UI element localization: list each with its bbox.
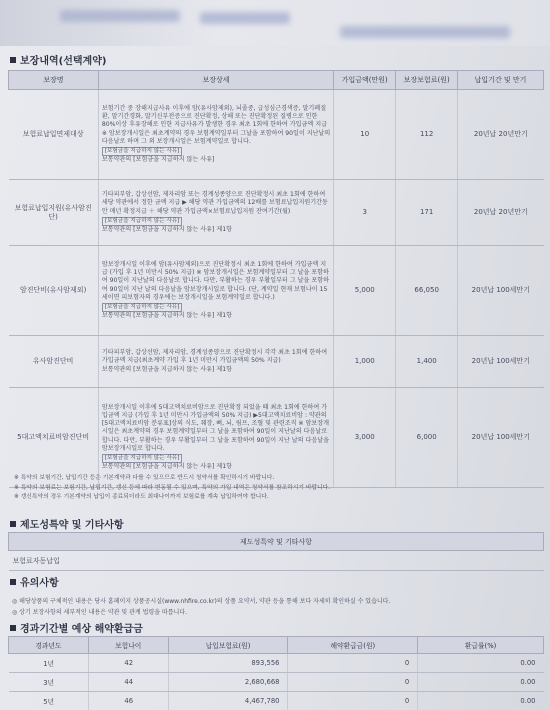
coverage-name: 5대고액치료비암진단비 — [9, 388, 99, 488]
exclusion-box: [보험금을 지급하지 않는 사유] — [102, 217, 183, 226]
col-header: 해약환급금(원) — [288, 637, 418, 654]
coverage-detail — [98, 388, 333, 488]
amount-cell: 1,000 — [334, 336, 396, 388]
section-bullet-icon — [10, 579, 16, 585]
section-bullet-icon — [10, 521, 16, 527]
caution-item: ◎ 해당상품의 구체적인 내용은 당사 홈페이지 상품공시실(www.nhfire.co.kr)의 상품 요약서, 약관 등을 통해 보다 자세히 확인하실 수 있습니다. — [12, 598, 391, 605]
refund-cell: 0 — [288, 654, 418, 673]
table-row — [9, 180, 544, 246]
coverage-detail — [98, 180, 333, 246]
coverage-header-row — [9, 71, 544, 90]
general-table — [8, 532, 544, 571]
coverage-name: 암진단비(유사암제외) — [9, 246, 99, 336]
exclusion-box: [보험금을 지급하지 않는 사유] — [102, 454, 183, 463]
caution-item: ◎ 상기 보장사항의 세부적인 내용은 약관 및 관계 법령을 따릅니다. — [12, 609, 188, 616]
col-header: 보장명 — [9, 71, 99, 90]
coverage-detail — [98, 336, 333, 388]
premium-cell: 1,400 — [396, 336, 458, 388]
exclusion-box: [보험금을 지급하지 않는 사유] — [102, 303, 183, 312]
amount-cell: 10 — [334, 90, 396, 180]
general-section-title: 제도성특약 및 기타사항 — [10, 516, 124, 531]
exclusion-ref: 보통약관의 [보험금을 지급하지 않는 사유] 제1항 — [101, 365, 232, 373]
table-row — [9, 246, 544, 336]
table-row — [9, 90, 544, 180]
coverage-name: 보험료납입지원(유사암진단) — [9, 180, 99, 246]
table-row — [9, 692, 544, 710]
period-cell: 20년납 100세만기 — [458, 246, 544, 336]
table-row — [9, 388, 544, 488]
blurred-header — [0, 0, 550, 46]
table-row — [9, 336, 544, 388]
rate-cell: 0.00 — [418, 692, 544, 710]
note-line: ※ 특약의 보험기간, 납입기간 등은 기본계약과 다를 수 있으므로 반드시 청약서를 확인하시기 바랍니다. — [14, 475, 275, 481]
coverage-detail — [98, 90, 333, 180]
refund-header-row — [9, 637, 544, 654]
year-cell: 1년 — [9, 654, 89, 673]
table-row — [9, 654, 544, 673]
col-header: 환급률(%) — [418, 637, 544, 654]
premium-cell: 171 — [396, 180, 458, 246]
section-bullet-icon — [10, 57, 16, 63]
refund-section-title: 경과기간별 예상 해약환급금 — [10, 620, 143, 635]
col-header: 보장상세 — [98, 71, 333, 90]
exclusion-box: [보험금을 지급하지 않는 사유] — [102, 147, 183, 156]
coverage-name: 보험료납입면제대상 — [9, 90, 99, 180]
period-cell: 20년납 100세만기 — [458, 388, 544, 488]
rate-cell: 0.00 — [418, 673, 544, 692]
period-cell: 20년납 20년만기 — [458, 180, 544, 246]
section-bullet-icon — [10, 625, 16, 631]
note-line: ※ 갱신특약의 경우 기본계약의 납입이 종료되더라도 최대나이까지 보험료를 계속 납입하여야 합니다. — [14, 494, 269, 501]
detail-text: 기타피부암, 갑상선암, 제자리암 또는 경계성종양으로 진단확정시 최초 1회에 한하여 세당 약관에서 정한 금액 지급 ▶ 해당 약관 가입금액의 12배를 보험료납입지원기간동안 매년 확정지급 ＋ 해당 약관 가입금액×보험료납입지원 잔여기간(월) — [101, 191, 328, 215]
coverage-table — [8, 70, 544, 488]
period-cell: 20년납 20년만기 — [458, 90, 544, 180]
age-cell: 46 — [88, 692, 168, 710]
amount-cell: 5,000 — [334, 246, 396, 336]
amount-cell: 3 — [334, 180, 396, 246]
refund-cell: 0 — [288, 692, 418, 710]
paid-cell: 4,467,780 — [168, 692, 288, 710]
refund-cell: 0 — [288, 673, 418, 692]
paid-cell: 893,556 — [168, 654, 288, 673]
premium-cell: 112 — [396, 90, 458, 180]
general-header: 제도성특약 및 기타사항 — [9, 533, 544, 551]
rate-cell: 0.00 — [418, 654, 544, 673]
exclusion-ref: 보통약관의 [보험금을 지급하지 않는 사유] — [101, 155, 215, 163]
col-header: 보험나이 — [88, 637, 168, 654]
coverage-name: 유사암진단비 — [9, 336, 99, 388]
amount-cell: 3,000 — [334, 388, 396, 488]
detail-text: 보험기간 중 장해지급사유 이후에 암(유사암제외), 뇌졸중, 급성심근경색증, 말기폐질환, 말기간경화, 말기신부전증으로 진단확정, 상해 또는 진단확정된 질병으로 인한 80%이상 후유장해로 인한 지급사유가 발생한 경우 최초 1회에 한하여 가입금액 지급 ※ 암보장개시일은 최초계약의 경우 보험계약일부터 그날을 포함하여 90일이 지난날의 다음날로 하며 그 외 보장개시일은 보험계약일로 합니다. — [101, 104, 331, 145]
year-cell: 5년 — [9, 692, 89, 710]
coverage-detail — [98, 246, 333, 336]
col-header: 가입금액(만원) — [334, 71, 396, 90]
caution-section-title: 유의사항 — [10, 574, 59, 589]
age-cell: 42 — [88, 654, 168, 673]
general-value: 보험료자동납입 — [9, 551, 544, 571]
premium-cell: 6,000 — [396, 388, 458, 488]
caution-block — [12, 596, 537, 618]
period-cell: 20년납 100세만기 — [458, 336, 544, 388]
col-header: 경과년도 — [9, 637, 89, 654]
col-header: 납입보험료(원) — [168, 637, 288, 654]
coverage-section-title: 보장내역(선택계약) — [10, 52, 106, 67]
detail-text: 암보장개시일 이후에 5대고액치료비암으로 진단확정 되었을 때 최초 1회에 한하여 가입금액 지급 (가입 후 1년 미만시 가입금액의 50% 지급) ▶5대고액치료비암 : 약관의 [5대고액치료비암 분류표]상의 식도, 췌장, 뼈, 뇌, 림프, 조혈 및 관련조직 ※ 암보장개시일은 최초계약의 경우 보험계약일부터 그 날을 포함하여 90일이 지난날의 다음날로 합니다. 다만, 부활하는 경우 부활일부터 그 날을 포함하여 90일이 지난 날의 다음날을 암보장개시일로 합니다. — [101, 403, 330, 452]
exclusion-ref: 보통약관의 [보험금을 지급하지 않는 사유] 제1항 — [101, 225, 232, 233]
refund-table — [8, 636, 544, 710]
paid-cell: 2,680,668 — [168, 673, 288, 692]
exclusion-ref: 보통약관의 [보험금을 지급하지 않는 사유] 제1항 — [101, 463, 232, 470]
detail-text: 기타피부암, 갑상선암, 제자리암, 경계성종양으로 진단확정시 각각 최초 1회에 한하여 가입금액 지급(최초계약 가입 후 1년 미만시 가입금액의 50% 지급) — [101, 349, 328, 365]
exclusion-ref: 보통약관의 [보험금을 지급하지 않는 사유] 제1항 — [101, 311, 232, 319]
note-line: ※ 특약의 보험료는 보험기간, 납입기간, 갱신 등에 따라 변동될 수 있으며, 특약의 가입 내역은 청약서를 참조하시기 바랍니다. — [14, 484, 331, 491]
table-row — [9, 673, 544, 692]
premium-cell: 66,050 — [396, 246, 458, 336]
detail-text: 암보장개시일 이후에 암(유사암제외)으로 진단확정시 최초 1회에 한하여 가입금액 지급 (가입 후 1년 미만시 50% 지급) ※ 암보장개시일은 보험계약일부터 그 날을 포함하여 90일이 지난날의 다음날로 합니다. 다만, 부활하는 경우 부활일부터 그 날을 포함하여 90일이 지난 날의 다음날을 암보장개시일로 합니다. (단, 계약일 현재 보험나이 15세이면 피보험자의 경우에는 보장개시일을 보험계약일로 합니다.) — [101, 260, 330, 301]
age-cell: 44 — [88, 673, 168, 692]
col-header: 보장보험료(원) — [396, 71, 458, 90]
notes-block — [14, 474, 534, 503]
year-cell: 3년 — [9, 673, 89, 692]
col-header: 납입기간 및 만기 — [458, 71, 544, 90]
